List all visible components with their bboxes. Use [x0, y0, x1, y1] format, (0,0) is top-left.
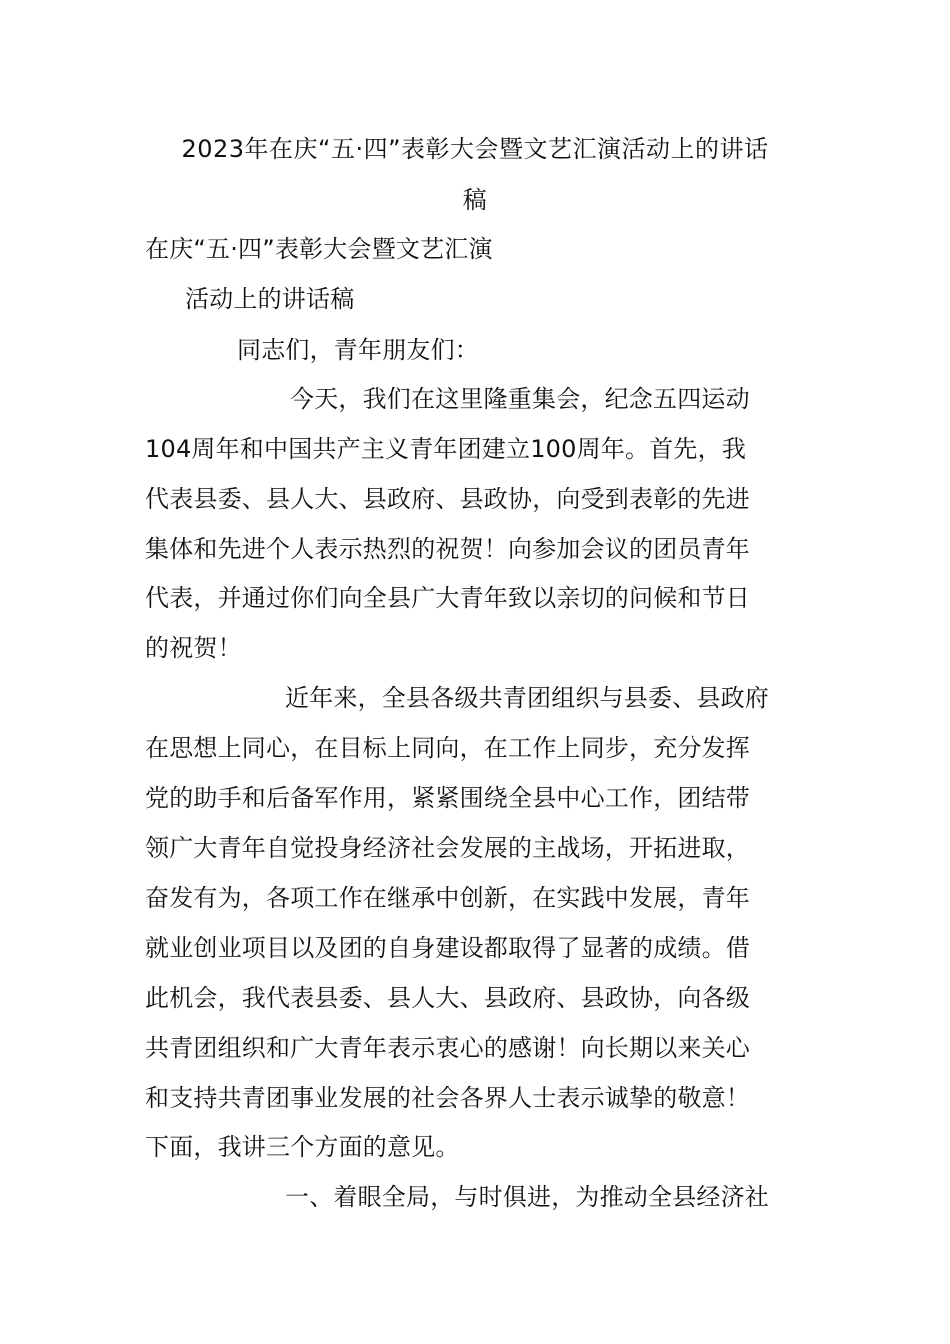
paragraph-1-line: 今天，我们在这里隆重集会，纪念五四运动 [290, 385, 750, 413]
document-title-line-1: 2023年在庆“五·四”表彰大会暨文艺汇演活动上的讲话 [181, 135, 769, 163]
subtitle-line-2: 活动上的讲话稿 [185, 285, 355, 313]
paragraph-2-line: 在思想上同心，在目标上同向，在工作上同步，充分发挥 [145, 734, 750, 762]
paragraph-2-line: 此机会，我代表县委、县人大、县政府、县政协，向各级 [145, 984, 750, 1012]
paragraph-1-line: 的祝贺！ [145, 634, 242, 662]
document-title-line-2: 稿 [462, 186, 488, 214]
paragraph-2-line: 共青团组织和广大青年表示衷心的感谢！向长期以来关心 [145, 1034, 750, 1062]
paragraph-2-line: 奋发有为，各项工作在继承中创新，在实践中发展，青年 [145, 884, 750, 912]
paragraph-2-line: 领广大青年自觉投身经济社会发展的主战场，开拓进取， [145, 834, 750, 862]
paragraph-2-line: 和支持共青团事业发展的社会各界人士表示诚挚的敬意！ [145, 1084, 750, 1112]
paragraph-2-line: 党的助手和后备军作用，紧紧围绕全县中心工作，团结带 [145, 784, 750, 812]
paragraph-1-line: 代表，并通过你们向全县广大青年致以亲切的问候和节日 [145, 584, 750, 612]
salutation: 同志们，青年朋友们： [237, 336, 479, 364]
paragraph-1-line: 104周年和中国共产主义青年团建立100周年。首先，我 [145, 435, 747, 463]
paragraph-2-line: 下面，我讲三个方面的意见。 [145, 1133, 460, 1161]
paragraph-2-line: 近年来，全县各级共青团组织与县委、县政府 [285, 684, 769, 712]
paragraph-2-line: 就业创业项目以及团的自身建设都取得了显著的成绩。借 [145, 934, 750, 962]
paragraph-1-line: 集体和先进个人表示热烈的祝贺！向参加会议的团员青年 [145, 535, 750, 563]
paragraph-1-line: 代表县委、县人大、县政府、县政协，向受到表彰的先进 [145, 485, 750, 513]
section-1-heading: 一、着眼全局，与时俱进，为推动全县经济社 [285, 1183, 769, 1211]
subtitle-line-1: 在庆“五·四”表彰大会暨文艺汇演 [145, 235, 493, 263]
